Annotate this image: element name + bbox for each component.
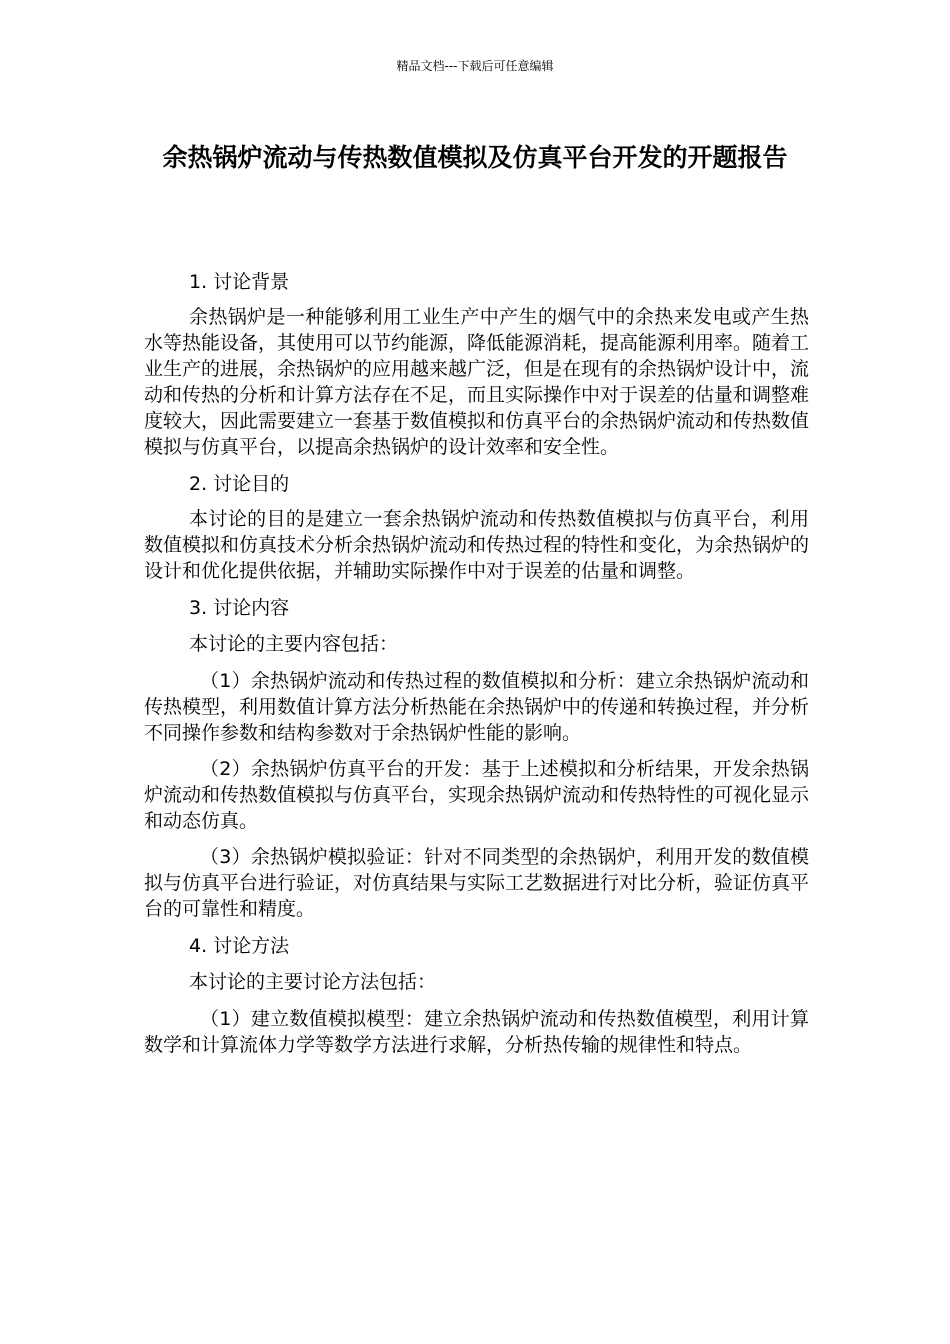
document-body — [144, 268, 809, 1058]
paragraph-background: 余热锅炉是一种能够利用工业生产中产生的烟气中的余热来发电或产生热水等热能设备，其使用可以节约能源，降低能源消耗，提高能源利用率。随着工业生产的进展，余热锅炉的应用越来越广泛，但是在现有的余热锅炉设计中，流动和传热的分析和计算方法存在不足，而且实际操作中对于误差的估量和调整难度较大，因此需要建立一套基于数值模拟和仿真平台的余热锅炉流动和传热数值模拟与仿真平台，以提高余热锅炉的设计效率和安全性。 — [144, 306, 810, 458]
content-item-2: （2）余热锅炉仿真平台的开发：基于上述模拟和分析结果，开发余热锅炉流动和传热数值模拟与仿真平台，实现余热锅炉流动和传热特性的可视化显示和动态仿真。 — [144, 758, 810, 832]
section-heading-method: 4. 讨论方法 — [189, 935, 290, 957]
method-item-1: （1）建立数值模拟模型：建立余热锅炉流动和传热数值模型，利用计算数学和计算流体力学等数学方法进行求解，分析热传输的规律性和特点。 — [144, 1008, 809, 1056]
section-heading-content: 3. 讨论内容 — [189, 597, 290, 619]
method-intro: 本讨论的主要讨论方法包括： — [189, 971, 437, 993]
document-title: 余热锅炉流动与传热数值模拟及仿真平台开发的开题报告 — [162, 143, 788, 172]
paragraph-purpose: 本讨论的目的是建立一套余热锅炉流动和传热数值模拟与仿真平台，利用数值模拟和仿真技术分析余热锅炉流动和传热过程的特性和变化，为余热锅炉的设计和优化提供依据，并辅助实际操作中对于误差的估量和调整。 — [144, 508, 810, 582]
content-item-3: （3）余热锅炉模拟验证：针对不同类型的余热锅炉，利用开发的数值模拟与仿真平台进行验证，对仿真结果与实际工艺数据进行对比分析，验证仿真平台的可靠性和精度。 — [144, 846, 810, 920]
content-intro: 本讨论的主要内容包括： — [189, 633, 399, 655]
section-heading-background: 1. 讨论背景 — [189, 271, 290, 293]
content-item-1: （1）余热锅炉流动和传热过程的数值模拟和分析：建立余热锅炉流动和传热模型，利用数值计算方法分析热能在余热锅炉中的传递和转换过程，并分析不同操作参数和结构参数对于余热锅炉性能的影响。 — [144, 670, 810, 744]
section-heading-purpose: 2. 讨论目的 — [189, 473, 290, 495]
header-note: 精品文档---下载后可任意编辑 — [396, 59, 554, 73]
